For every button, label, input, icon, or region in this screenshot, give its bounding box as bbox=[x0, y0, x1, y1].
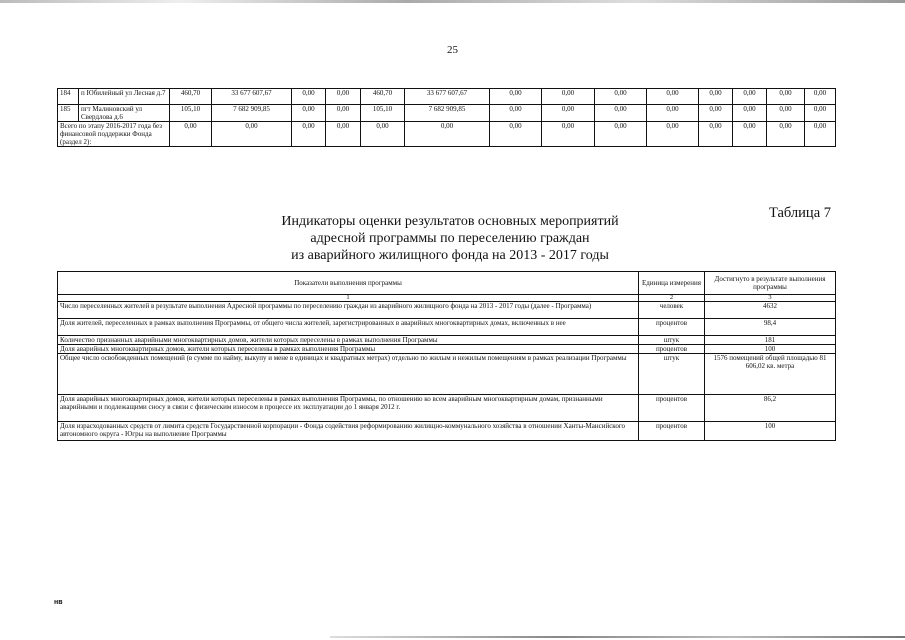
total-value: 0,00 bbox=[490, 122, 542, 147]
row-value: 460,70 bbox=[170, 89, 212, 105]
header-indicator: Показатели выполнения программы bbox=[58, 272, 639, 295]
row-value: 0,00 bbox=[699, 89, 733, 105]
indicator-value: 181 bbox=[705, 336, 836, 345]
row-value: 0,00 bbox=[542, 89, 595, 105]
row-value: 7 682 909,85 bbox=[405, 105, 490, 122]
scan-edge-bottom bbox=[330, 636, 905, 638]
page-number: 25 bbox=[447, 44, 458, 56]
row-number: 184 bbox=[58, 89, 79, 105]
row-value: 105,10 bbox=[170, 105, 212, 122]
address-table-body bbox=[58, 89, 836, 147]
row-value: 0,00 bbox=[733, 89, 767, 105]
total-row bbox=[58, 122, 836, 147]
indicator-row bbox=[58, 319, 836, 336]
scan-edge-top bbox=[0, 0, 905, 3]
indicator-name: Доля жителей, переселенных в рамках выполнения Программы, от общего числа жителей, зарегистрированных в аварийных многоквартирных домах, включенных в нее bbox=[58, 319, 639, 336]
row-value: 0,00 bbox=[647, 89, 699, 105]
footer-mark: нв bbox=[54, 599, 63, 606]
indicator-value: 4632 bbox=[705, 302, 836, 319]
row-value: 0,00 bbox=[490, 89, 542, 105]
row-value: 0,00 bbox=[326, 89, 361, 105]
indicator-row bbox=[58, 336, 836, 345]
indicators-table bbox=[57, 271, 836, 441]
row-value: 0,00 bbox=[542, 105, 595, 122]
address-row bbox=[58, 89, 836, 105]
indicator-row bbox=[58, 354, 836, 395]
total-label: Всего по этапу 2016-2017 года без финансовой поддержки Фонда (раздел 2): bbox=[58, 122, 170, 147]
row-value: 33 677 607,67 bbox=[212, 89, 292, 105]
row-value: 105,10 bbox=[361, 105, 405, 122]
indicator-unit: штук bbox=[639, 336, 705, 345]
address-table bbox=[57, 88, 836, 147]
indicator-name: Количество признанных аварийными многоквартирных домов, жители которых переселены в рамках выполнения Программы bbox=[58, 336, 639, 345]
header-unit: Единица измерения bbox=[639, 272, 705, 295]
indicator-value: 86,2 bbox=[705, 395, 836, 422]
header-achieved: Достигнуто в результате выполнения программы bbox=[705, 272, 836, 295]
total-value: 0,00 bbox=[699, 122, 733, 147]
indicator-unit: процентов bbox=[639, 422, 705, 441]
indicators-header-row bbox=[58, 272, 836, 295]
row-value: 0,00 bbox=[805, 105, 836, 122]
indicator-row bbox=[58, 422, 836, 441]
indicator-name: Число переселенных жителей в результате выполнения Адресной программы по переселению граждан из аварийного жилищного фонда на 2013 - 2017 годы (далее - Программа) bbox=[58, 302, 639, 319]
row-value: 0,00 bbox=[733, 105, 767, 122]
row-value: 7 682 909,85 bbox=[212, 105, 292, 122]
row-value: 0,00 bbox=[292, 89, 326, 105]
document-title bbox=[190, 213, 710, 264]
indicators-index-row bbox=[58, 295, 836, 302]
total-value: 0,00 bbox=[595, 122, 647, 147]
indicator-name: Доля израсходованных средств от лимита средств Государственной корпорации - Фонда содействия реформированию жилищно-коммунального хозяйства в отношении Ханты-Мансийского автономного округа - Югры на выполнение Программы bbox=[58, 422, 639, 441]
indicator-unit: процентов bbox=[639, 319, 705, 336]
indicator-name: Общее число освобожденных помещений (в сумме по найму, выкупу и мене в единицах и квадратных метрах) отдельно по жилым и нежилым помещениям в рамках реализации Программы bbox=[58, 354, 639, 395]
indicator-row bbox=[58, 302, 836, 319]
row-value: 0,00 bbox=[595, 89, 647, 105]
title-line: из аварийного жилищного фонда на 2013 - 2017 годы bbox=[291, 248, 609, 263]
total-value: 0,00 bbox=[326, 122, 361, 147]
indicator-row bbox=[58, 395, 836, 422]
row-value: 0,00 bbox=[326, 105, 361, 122]
index-cell: 1 bbox=[58, 295, 639, 302]
row-value: 0,00 bbox=[647, 105, 699, 122]
total-value: 0,00 bbox=[292, 122, 326, 147]
indicator-value: 100 bbox=[705, 422, 836, 441]
indicator-unit: процентов bbox=[639, 345, 705, 354]
row-value: 0,00 bbox=[767, 105, 805, 122]
table-label: Таблица 7 bbox=[768, 205, 831, 221]
total-value: 0,00 bbox=[212, 122, 292, 147]
title-line: Индикаторы оценки результатов основных мероприятий bbox=[281, 214, 619, 229]
total-value: 0,00 bbox=[733, 122, 767, 147]
row-value: 0,00 bbox=[292, 105, 326, 122]
indicator-unit: процентов bbox=[639, 395, 705, 422]
row-value: 0,00 bbox=[767, 89, 805, 105]
indicator-name: Доля аварийных многоквартирных домов, жители которых переселены в рамках выполнения Программы bbox=[58, 345, 639, 354]
row-value: 0,00 bbox=[805, 89, 836, 105]
indicator-unit: человек bbox=[639, 302, 705, 319]
indicator-unit: штук bbox=[639, 354, 705, 395]
title-line: адресной программы по переселению граждан bbox=[310, 231, 590, 246]
total-value: 0,00 bbox=[542, 122, 595, 147]
row-address: п Юбилейный ул Лесная д.7 bbox=[79, 89, 170, 105]
total-value: 0,00 bbox=[405, 122, 490, 147]
row-value: 460,70 bbox=[361, 89, 405, 105]
indicator-row bbox=[58, 345, 836, 354]
row-value: 0,00 bbox=[595, 105, 647, 122]
total-value: 0,00 bbox=[767, 122, 805, 147]
row-value: 0,00 bbox=[699, 105, 733, 122]
row-value: 0,00 bbox=[490, 105, 542, 122]
row-value: 33 677 607,67 bbox=[405, 89, 490, 105]
indicator-value: 1576 помещений общей площадью 81 606,02 кв. метра bbox=[705, 354, 836, 395]
indicator-value: 100 bbox=[705, 345, 836, 354]
total-value: 0,00 bbox=[361, 122, 405, 147]
indicator-value: 98,4 bbox=[705, 319, 836, 336]
indicator-name: Доля аварийных многоквартирных домов, жители которых переселены в рамках выполнения Программы, по отношению ко всем аварийным многоквартирным домам, признанными аварийными и подлежащими сносу в связи с физическим износом в процессе их эксплуатации до 1 января 2012 г. bbox=[58, 395, 639, 422]
total-value: 0,00 bbox=[647, 122, 699, 147]
index-cell: 2 bbox=[639, 295, 705, 302]
index-cell: 3 bbox=[705, 295, 836, 302]
total-value: 0,00 bbox=[805, 122, 836, 147]
row-number: 185 bbox=[58, 105, 79, 122]
row-address: пгт Малиновский ул Свердлова д.6 bbox=[79, 105, 170, 122]
address-row bbox=[58, 105, 836, 122]
total-value: 0,00 bbox=[170, 122, 212, 147]
